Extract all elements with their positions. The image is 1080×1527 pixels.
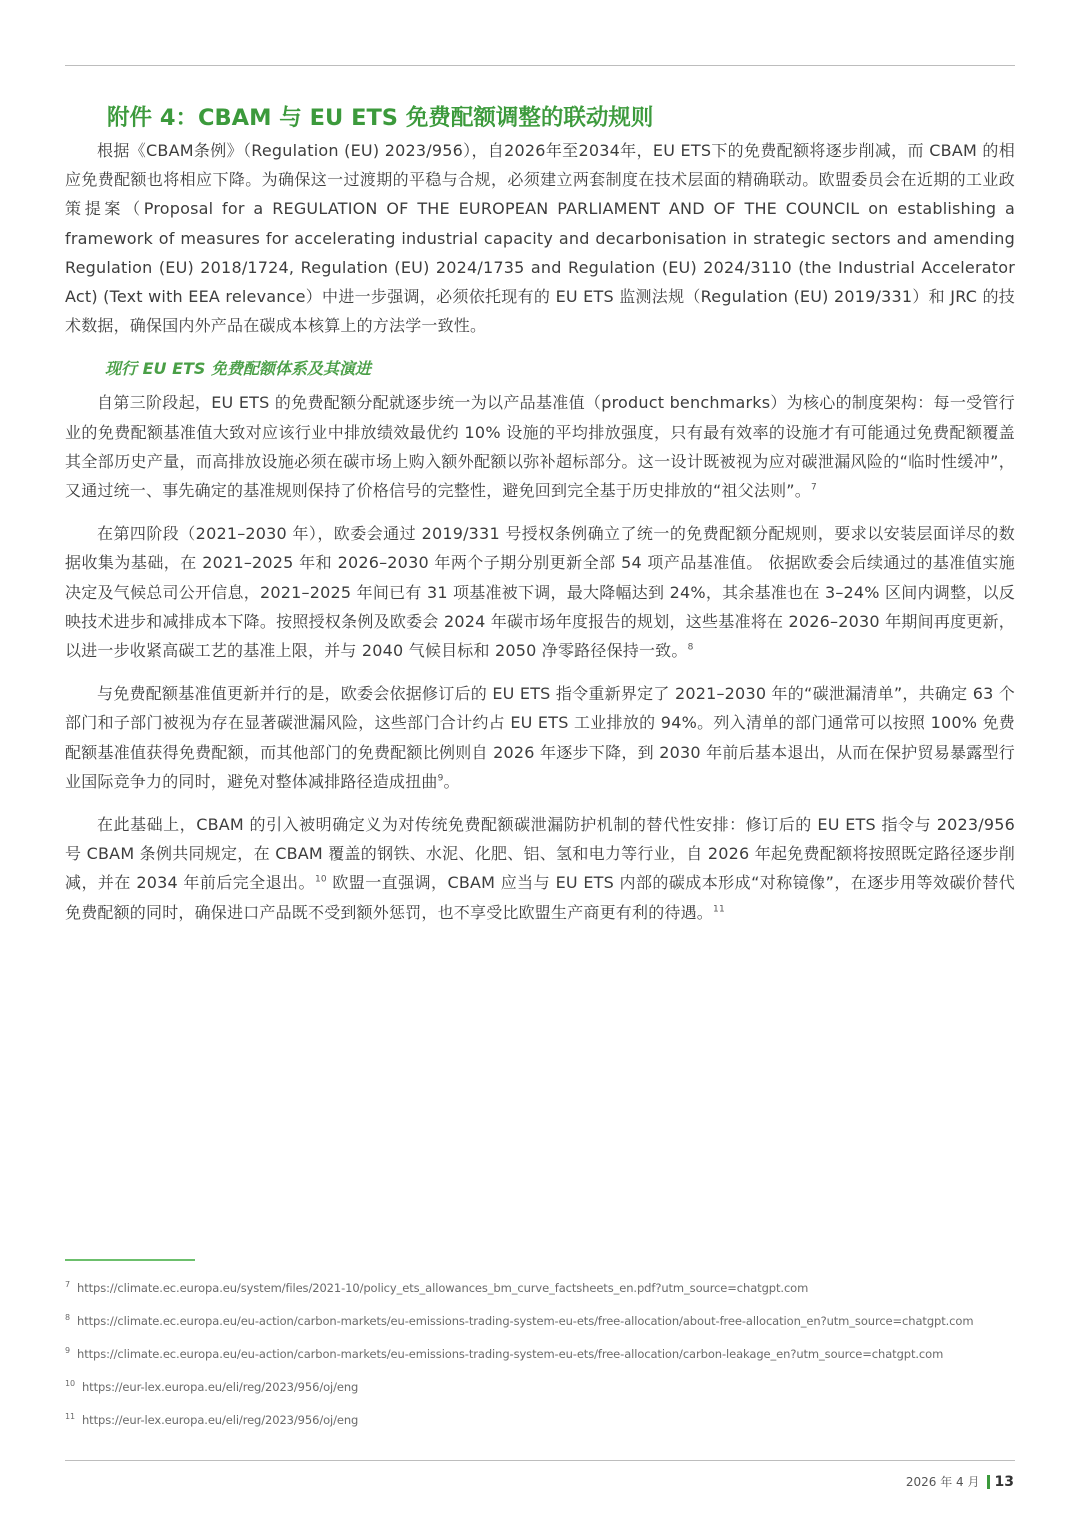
page-number: 13 <box>994 1473 1014 1490</box>
footnote-ref[interactable]: 10 <box>314 875 327 886</box>
footnote-link[interactable]: https://climate.ec.europa.eu/eu-action/carbon-markets/eu-emissions-trading-system-eu-ets/free-allocation/carbon-leakage_en?utm_source=chatgpt.com <box>77 1346 944 1361</box>
body-paragraph-3 <box>65 679 1015 796</box>
main-content <box>65 100 1015 941</box>
footer-date: 2026 年 4 月 <box>905 1475 980 1489</box>
paragraph-tail: 。 <box>443 771 460 791</box>
paragraph-text: 与免费配额基准值更新并行的是，欧委会依据修订后的 EU ETS 指令重新界定了 2021–2030 年的“碳泄漏清单”，共确定 63 个部门和子部门被视为存在显著碳泄漏风险，这些部门合计约占 EU ETS 工业排放的 94%。列入清单的部门通常可以按照 100% 免费配额基准值获得免费配额，而其他部门的免费配额比例则自 2026 年逐步下降，到 2030 年前后基本退出，从而在保护贸易暴露型行业国际竞争力的同时，避免对整体减排路径造成扭曲 <box>65 684 1015 791</box>
footnote-ref[interactable]: 9 <box>437 773 444 784</box>
footnote-11 <box>65 1412 358 1427</box>
paragraph-text-cont: 欧盟一直强调，CBAM 应当与 EU ETS 内部的碳成本形成“对称镜像”，在逐步用等效碳价替代免费配额的同时，确保进口产品既不受到额外惩罚，也不享受比欧盟生产商更有利的待遇。 <box>65 873 1015 922</box>
footnote-number: 10 <box>65 1379 75 1388</box>
footnote-7 <box>65 1280 808 1295</box>
footnote-link[interactable]: https://climate.ec.europa.eu/system/files/2021-10/policy_ets_allowances_bm_curve_factsheets_en.pdf?utm_source=chatgpt.com <box>77 1280 809 1295</box>
header-divider <box>65 65 1015 66</box>
footnote-link[interactable]: https://climate.ec.europa.eu/eu-action/carbon-markets/eu-emissions-trading-system-eu-ets/free-allocation/about-free-allocation_en?utm_source=chatgpt.com <box>77 1313 974 1328</box>
body-paragraph-1 <box>65 388 1015 505</box>
footnote-8 <box>65 1313 973 1328</box>
footnote-divider <box>65 1259 195 1261</box>
footnote-ref[interactable]: 11 <box>713 904 725 915</box>
footnote-number: 9 <box>65 1346 70 1355</box>
body-paragraph-2 <box>65 519 1015 665</box>
footnote-ref[interactable]: 7 <box>810 482 817 493</box>
footnote-link[interactable]: https://eur-lex.europa.eu/eli/reg/2023/956/oj/eng <box>81 1412 359 1427</box>
footnote-9 <box>65 1346 943 1361</box>
footnote-link[interactable]: https://eur-lex.europa.eu/eli/reg/2023/956/oj/eng <box>81 1379 359 1394</box>
body-paragraph-4 <box>65 810 1015 927</box>
paragraph-text: 自第三阶段起，EU ETS 的免费配额分配就逐步统一为以产品基准值（product benchmarks）为核心的制度架构：每一受管行业的免费配额基准值大致对应该行业中排放绩效最优约 10% 设施的平均排放强度，只有最有效率的设施才有可能通过免费配额覆盖其全部历史产量，而高排放设施必须在碳市场上购入额外配额以弥补超标部分。这一设计既被视为应对碳泄漏风险的“临时性缓冲”，又通过统一、事先确定的基准规则保持了价格信号的完整性，避免回到完全基于历史排放的“祖父法则”。 <box>65 393 1015 501</box>
footnote-number: 7 <box>65 1280 70 1289</box>
footer-divider <box>65 1460 1015 1461</box>
page-title: 附件 4：CBAM 与 EU ETS 免费配额调整的联动规则 <box>107 105 654 131</box>
intro-paragraph: 根据《CBAM条例》（Regulation (EU) 2023/956），自2026年至2034年，EU ETS下的免费配额将逐步削减，而 CBAM 的相应免费配额也将相应下降。为确保这一过渡期的平稳与合规，必须建立两套制度在技术层面的精确联动。欧盟委员会在近期的工业政策提案（Proposal for a REGULATION OF THE EUROPEAN PARLIAMENT AND OF THE COUNCIL on establishing a framework of measures for accelerating industrial capacity and decarbonisation in strategic sectors and amending Regulation (EU) 2018/1724, Regulation (EU) 2024/1735 and Regulation (EU) 2024/3110 (the Industrial Accelerator Act) (Text with EEA relevance）中进一步强调，必须依托现有的 EU ETS 监测法规（Regulation (EU) 2019/331）和 JRC 的技术数据，确保国内外产品在碳成本核算上的方法学一致性。 <box>65 141 1015 336</box>
footer-separator <box>987 1475 990 1489</box>
page-footer <box>906 1473 1014 1490</box>
section-subheading: 现行 EU ETS 免费配额体系及其演进 <box>105 359 372 379</box>
footnote-number: 11 <box>65 1412 75 1421</box>
footnote-ref[interactable]: 8 <box>687 642 694 653</box>
paragraph-text: 在第四阶段（2021–2030 年），欧委会通过 2019/331 号授权条例确立了统一的免费配额分配规则，要求以安装层面详尽的数据收集为基础，在 2021–2025 年和 2026–2030 年两个子期分别更新全部 54 项产品基准值。 依据欧委会后续通过的基准值实施决定及气候总司公开信息，2021–2025 年间已有 31 项基准被下调，最大降幅达到 24%，其余基准也在 3–24% 区间内调整，以反映技术进步和减排成本下降。按照授权条例及欧委会 2024 年碳市场年度报告的规划，这些基准将在 2026–2030 年期间再度更新，以进一步收紧高碳工艺的基准上限，并与 2040 气候目标和 2050 净零路径保持一致。 <box>65 524 1015 661</box>
footnote-number: 8 <box>65 1313 70 1322</box>
footnote-10 <box>65 1379 358 1394</box>
paragraph-text: 在此基础上，CBAM 的引入被明确定义为对传统免费配额碳泄漏防护机制的替代性安排：修订后的 EU ETS 指令与 2023/956 号 CBAM 条例共同规定，在 CBAM 覆盖的钢铁、水泥、化肥、铝、氢和电力等行业，自 2026 年起免费配额将按照既定路径逐步削减，并在 2034 年前后完全退出。 <box>65 815 1015 893</box>
